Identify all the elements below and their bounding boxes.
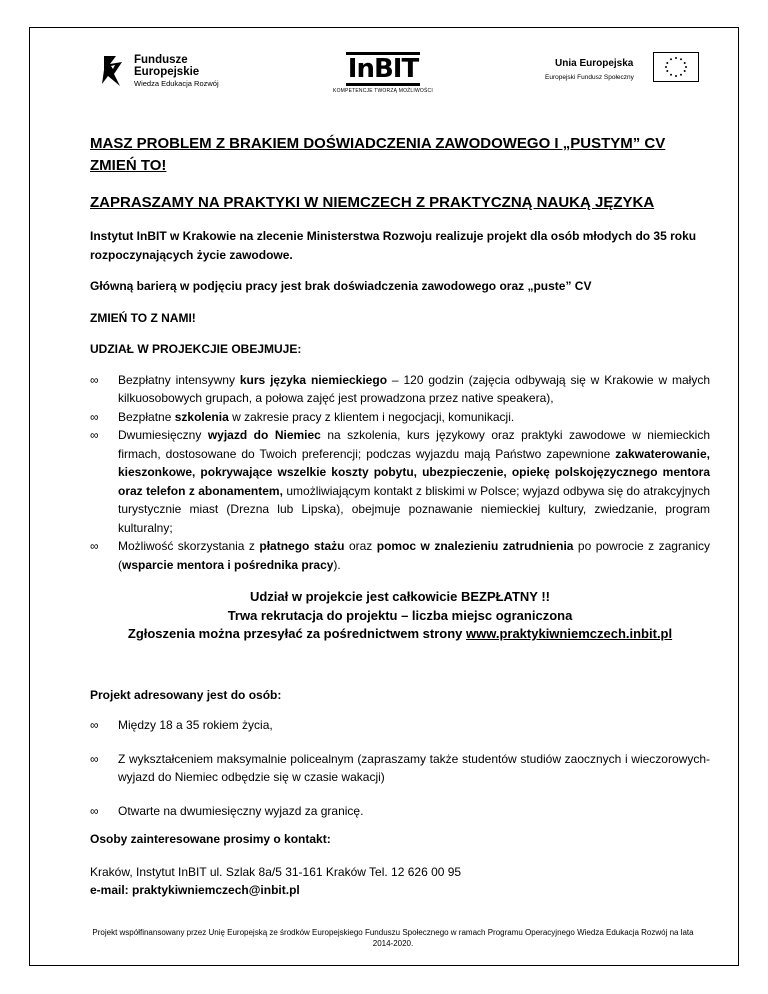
bullet-icon: ∞ [90, 372, 99, 387]
subtitle: ZAPRASZAMY NA PRAKTYKI W NIEMCZECH Z PRAKTYCZNĄ NAUKĄ JĘZYKA [90, 194, 655, 211]
footer-note: Projekt współfinansowany przez Unię Europejską ze środków Europejskiego Funduszu Społecznego w ramach Programu Operacyjnego Wiedza Edukacja Rozwój na lata 2014-2020. [92, 928, 694, 948]
bullet-icon: ∞ [90, 718, 99, 732]
list-item: ∞ Bezpłatne szkolenia w zakresie pracy z klientem i negocjacji, komunikacji. [90, 408, 710, 427]
bullet-icon: ∞ [90, 539, 99, 553]
bullet-icon: ∞ [90, 409, 99, 424]
list-item: ∞ Dwumiesięczny wyjazd do Niemiec na szkolenia, kurs językowy oraz praktyki zawodowe w niemieckich firmach, dostosowane do Twoich preferencji; podczas wyjazdu mają Państwo zapewnione zakwaterowanie, kieszonkowe, pokrywające wszelkie koszty pobytu, ubezpieczenie, opiekę polskojęzycznego mentora oraz telefon z abonamentem, umożliwiającym kontakt z bliskimi w Polsce; wyjazd odbywa się do atrakcyjnych turystycznie miast (Drezna lub Lipska), obejmuje poznawanie niemieckiej kultury, zwiedzanie, program kulturalny; [90, 428, 711, 535]
includes-heading: UDZIAŁ W PROJEKCJIE OBEJMUJE: [90, 342, 302, 356]
list-item: ∞ Możliwość skorzystania z płatnego stażu oraz pomoc w znalezieniu zatrudnienia po powrocie z zagranicy (wsparcie mentora i pośrednika pracy). [90, 539, 710, 572]
list-item: ∞ Między 18 a 35 rokiem życia, [90, 716, 710, 735]
fe-star-icon [100, 54, 128, 88]
audience-list [90, 716, 710, 820]
list-item: ∞ Otwarte na dwumiesięczny wyjazd za granicę. [90, 802, 710, 821]
list-item: ∞ Z wykształceniem maksymalnie policealnym (zapraszamy także studentów studiów zaocznych i wieczorowych- wyjazd do Niemiec odbędzie się w czasie wakacji) [90, 751, 710, 784]
inbit-logo [333, 52, 433, 94]
logo-bar [100, 50, 700, 95]
email-text[interactable]: e-mail: praktykiwniemczech@inbit.pl [90, 883, 300, 897]
eu-line2: Europejski Fundusz Społeczny [545, 74, 634, 81]
list-item: ∞ Bezpłatny intensywny kurs języka niemieckiego – 120 godzin (zajęcia odbywają się w Krakowie w małych kilkuosobowych grupach, a połowa zajęć jest prowadzona przez native speakera), [90, 372, 711, 405]
audience-heading: Projekt adresowany jest do osób: [90, 687, 282, 702]
eu-flag-icon [653, 52, 699, 82]
fe-line1: Fundusze [134, 54, 188, 66]
intro-text: Instytut InBIT w Krakowie na zlecenie Ministerstwa Rozwoju realizuje projekt dla osób młodych do 35 roku rozpoczynających życie zawodowe. [90, 229, 697, 262]
fundusze-europejskie-logo [100, 50, 260, 95]
fe-line3: Wiedza Edukacja Rozwój [134, 79, 219, 88]
eu-line1: Unia Europejska [555, 58, 634, 69]
inbit-wordmark: InBIT [347, 54, 419, 84]
title-line2: ZMIEŃ TO! [90, 157, 167, 174]
bullet-icon: ∞ [90, 751, 99, 766]
eu-logo [540, 52, 700, 92]
contact-heading: Osoby zainteresowane prosimy o kontakt: [90, 832, 331, 846]
highlight-block [90, 588, 710, 644]
inbit-tagline: KOMPETENCJE TWORZĄ MOŻLIWOŚCI [333, 88, 433, 94]
main-content [90, 133, 710, 900]
bullet-icon: ∞ [90, 803, 99, 818]
change-text: ZMIEŃ TO Z NAMI! [90, 310, 196, 325]
address-text: Kraków, Instytut InBIT ul. Szlak 8a/5 31-161 Kraków Tel. 12 626 00 95 [90, 864, 462, 879]
includes-list [90, 371, 710, 575]
bullet-icon: ∞ [90, 428, 99, 442]
title-line1: MASZ PROBLEM Z BRAKIEM DOŚWIADCZENIA ZAWODOWEGO I „PUSTYM” CV [90, 135, 666, 152]
apply-text: Zgłoszenia można przesyłać za pośrednictwem strony www.praktykiwniemczech.inbit.pl [127, 626, 673, 641]
fe-line2: Europejskie [134, 66, 200, 78]
website-link[interactable]: www.praktykiwniemczech.inbit.pl [465, 626, 673, 641]
recruit-text: Trwa rekrutacja do projektu – liczba miejsc ograniczona [227, 607, 573, 623]
barrier-text: Główną barierą w podjęciu pracy jest brak doświadczenia zawodowego oraz „puste” CV [90, 279, 592, 293]
free-text: Udział w projekcie jest całkowicie BEZPŁATNY !! [249, 589, 551, 604]
